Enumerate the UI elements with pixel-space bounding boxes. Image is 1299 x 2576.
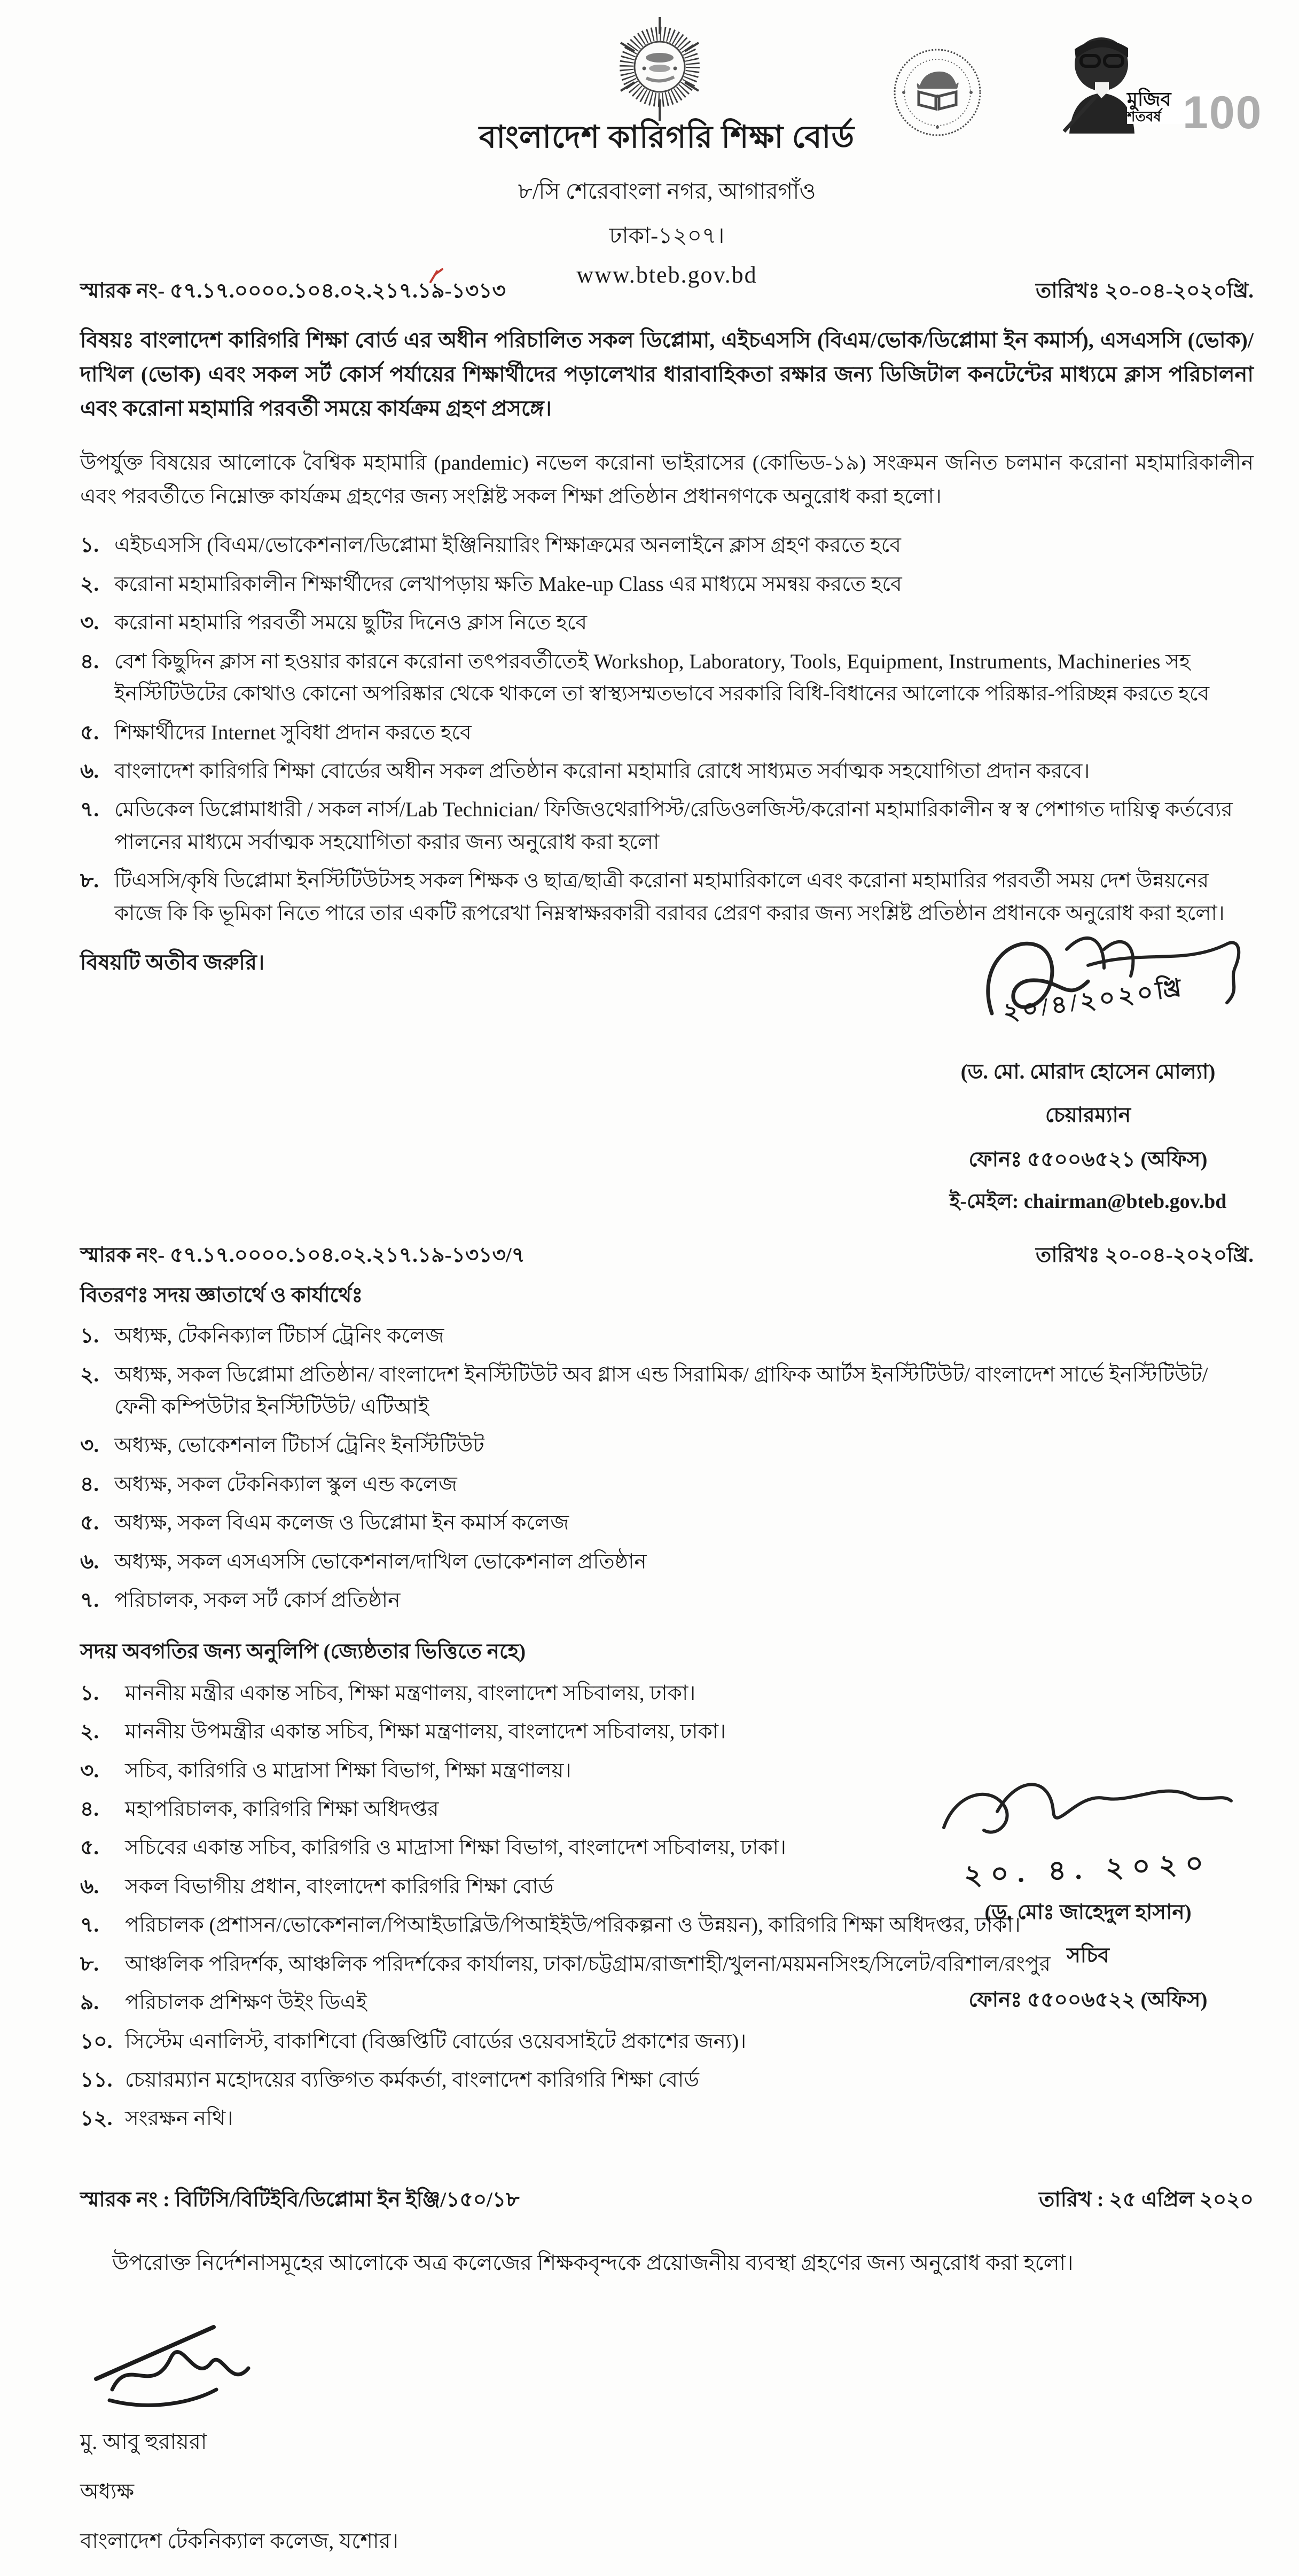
cc-number: ৭. — [80, 1914, 99, 1937]
memo-line-1 — [80, 275, 1254, 309]
distribution-item — [80, 1359, 1254, 1424]
chairman-signature-block — [922, 917, 1254, 1220]
forward-note: উপরোক্ত নির্দেশনাসমূহের আলোকে অত্র কলেজের শিক্ষকবৃন্দকে প্রয়োজনীয় ব্যবস্থা গ্রহণের জন্য অনুরোধ করা হলো। — [112, 2250, 1074, 2275]
distribution-item — [80, 1320, 1254, 1352]
principal-title: অধ্যক্ষ — [80, 2479, 135, 2503]
secretary-title: সচিব — [1067, 1943, 1109, 1967]
subject-paragraph: বিষয়ঃ বাংলাদেশ কারিগরি শিক্ষা বোর্ড এর অধীন পরিচালিত সকল ডিপ্লোমা, এইচএসসি (বিএম/ভোক/ডিপ্লোমা ইন কমার্স), এসএসসি (ভোক)/দাখিল (ভোক) এবং সকল সর্ট কোর্স পর্যায়ের শিক্ষার্থীদের পড়ালেখার ধারাবাহিকতা রক্ষার জন্য ডিজিটাল কনটেন্টের মাধ্যমে ক্লাস পরিচালনা এবং করোনা মহামারি পরবর্তী সময়ে কার্যক্রম গ্রহণ প্রসঙ্গে। — [80, 328, 1254, 420]
cc-item — [80, 1716, 1254, 1748]
mujib-portrait-icon — [1048, 27, 1155, 144]
memo-date-1: তারিখঃ ২০-০৪-২০২০খ্রি. — [1035, 279, 1254, 302]
distribution-number: ৩. — [80, 1434, 99, 1457]
directive-text: মেডিকেল ডিপ্লোমাধারী / সকল নার্স/Lab Technician/ ফিজিওথেরাপিস্ট/রেডিওলজিস্ট/করোনা মহামারিকালীন স্ব স্ব পেশাগত দায়িত্ব কর্তব্যের পালনের মাধ্যমে সর্বাত্মক সহযোগিতা করার জন্য অনুরোধ করা হলো — [114, 798, 1233, 854]
cc-text: সকল বিভাগীয় প্রধান, বাংলাদেশ কারিগরি শিক্ষা বোর্ড — [125, 1875, 554, 1898]
distribution-item — [80, 1584, 1254, 1617]
chairman-email: ই-মেইল: chairman@bteb.gov.bd — [949, 1190, 1227, 1213]
memo-date-2: তারিখঃ ২০-০৪-২০২০খ্রি. — [1035, 1244, 1254, 1267]
cc-number: ৯. — [80, 1991, 99, 2015]
principal-signature-block — [80, 2301, 1254, 2560]
directive-text: শিক্ষার্থীদের Internet সুবিধা প্রদান করতে হবে — [114, 721, 472, 744]
directive-number: ১. — [80, 534, 99, 557]
cc-number: ৪. — [80, 1797, 99, 1821]
intro-paragraph: উপর্যুক্ত বিষয়ের আলোকে বৈশ্বিক মহামারি (pandemic) নভেল করোনা ভাইরাসের (কোভিড-১৯) সংক্রমন জনিত চলমান করোনা মহামারিকালীন এবং পরবর্তীতে নিম্নোক্ত কার্যক্রম গ্রহণের জন্য সংশ্লিষ্ট সকল শিক্ষা প্রতিষ্ঠান প্রধানগণকে অনুরোধ করা হলো। — [80, 451, 1254, 509]
distribution-text: অধ্যক্ষ, ভোকেশনাল টিচার্স ট্রেনিং ইনস্টিটিউট — [114, 1434, 484, 1457]
directive-number: ৭. — [80, 798, 99, 822]
cc-text: আঞ্চলিক পরিদর্শক, আঞ্চলিক পরিদর্শকের কার্যালয়, ঢাকা/চট্টগ্রাম/রাজশাহী/খুলনা/ময়মনসিংহ/সিলেট/বরিশাল/রংপুর — [125, 1952, 1051, 1976]
directive-number: ৮. — [80, 869, 99, 893]
cc-section — [80, 1635, 1254, 2135]
directive-item — [80, 607, 1254, 639]
cc-number: ৩. — [80, 1759, 99, 1782]
memo-date-3: তারিখ : ২৫ এপ্রিল ২০২০ — [1039, 2188, 1254, 2211]
distribution-number: ৭. — [80, 1589, 99, 1612]
chairman-phone: ফোনঃ ৫৫০০৬৫২১ (অফিস) — [968, 1148, 1208, 1172]
letterhead — [80, 16, 1263, 288]
cc-text: সংরক্ষন নথি। — [125, 2107, 233, 2130]
cc-number: ১০. — [80, 2029, 113, 2053]
directive-text: বেশ কিছুদিন ক্লাস না হওয়ার কারনে করোনা তৎপরবর্তীতেই Workshop, Laboratory, Tools, Equipment, Instruments, Machineries সহ ইনস্টিটিউটের কোথাও কোনো অপরিষ্কার থেকে থাকলে তা স্বাস্থ্যসম্মতভাবে সরকারি বিধি-বিধানের আলোকে পরিষ্কার-পরিচ্ছন্ন করতে হবে — [114, 650, 1210, 706]
cc-text: সচিব, কারিগরি ও মাদ্রাসা শিক্ষা বিভাগ, শিক্ষা মন্ত্রণালয়। — [125, 1759, 572, 1782]
memo-number-2: স্মারক নং- ৫৭.১৭.০০০০.১০৪.০২.২১৭.১৯-১৩১৩/৭ — [80, 1244, 526, 1267]
distribution-item — [80, 1507, 1254, 1539]
shatoborsho-word: শতবর্ষ — [1127, 109, 1161, 124]
distribution-number: ৪. — [80, 1472, 99, 1496]
directive-number: ৪. — [80, 650, 99, 673]
cc-number: ৫. — [80, 1836, 99, 1860]
cc-text: মহাপরিচালক, কারিগরি শিক্ষা অধিদপ্তর — [125, 1797, 439, 1821]
mujib-100-logo — [1048, 27, 1263, 155]
org-website: www.bteb.gov.bd — [576, 262, 757, 288]
directive-item — [80, 794, 1254, 858]
red-check-mark — [426, 266, 448, 293]
principal-signature — [91, 2317, 342, 2408]
chairman-handwritten-date: ২০/৪/২০২০খ্রি — [1001, 973, 1186, 1026]
distribution-item — [80, 1546, 1254, 1578]
secretary-phone: ফোনঃ ৫৫০০৬৫২২ (অফিস) — [968, 1988, 1208, 2011]
memo-line-3 — [80, 2183, 1254, 2218]
secretary-signature — [938, 1763, 1238, 1854]
directive-item — [80, 529, 1254, 561]
chairman-title: চেয়ারম্যান — [1045, 1104, 1131, 1127]
distribution-text: অধ্যক্ষ, টেকনিক্যাল টিচার্স ট্রেনিং কলেজ — [114, 1324, 444, 1348]
cc-heading: সদয় অবগতির জন্য অনুলিপি (জ্যেষ্ঠতার ভিত্তিতে নহে) — [80, 1640, 526, 1663]
cc-text: পরিচালক প্রশিক্ষণ উইং ডিএই — [125, 1991, 367, 2015]
distribution-number: ৬. — [80, 1550, 99, 1573]
org-name: বাংলাদেশ কারিগরি শিক্ষা বোর্ড — [479, 120, 855, 154]
directive-item — [80, 646, 1254, 711]
cc-number: ১. — [80, 1681, 99, 1705]
directive-number: ৩. — [80, 611, 99, 635]
directive-text: করোনা মহামারি পরবর্তী সময়ে ছুটির দিনেও ক্লাস নিতে হবে — [114, 611, 588, 635]
secretary-signature-block — [917, 1763, 1259, 2018]
chairman-name: (ড. মো. মোরাদ হোসেন মোল্যা) — [960, 1060, 1216, 1084]
directives-list — [80, 529, 1254, 930]
cc-text: সচিবের একান্ত সচিব, কারিগরি ও মাদ্রাসা শিক্ষা বিভাগ, বাংলাদেশ সচিবালয়, ঢাকা। — [125, 1836, 786, 1860]
cc-number: ৮. — [80, 1952, 99, 1976]
memo-number-1-text: স্মারক নং- ৫৭.১৭.০০০০.১০৪.০২.২১৭.১৯-১৩১৩ — [80, 279, 506, 302]
directive-item — [80, 717, 1254, 749]
distribution-list — [80, 1320, 1254, 1617]
mujib-100-number: 100 — [1183, 87, 1263, 138]
distribution-number: ৫. — [80, 1511, 99, 1535]
cc-text: পরিচালক (প্রশাসন/ভোকেশনাল/পিআইডাব্লিউ/পিআইইউ/পরিকল্পনা ও উন্নয়ন), কারিগরি শিক্ষা অধিদপ্তর, ঢাকা। — [125, 1914, 1021, 1937]
cc-item — [80, 2103, 1254, 2135]
principal-name: মু. আবু হুরায়রা — [80, 2429, 207, 2454]
urgent-note: বিষয়টি অতীব জরুরি। — [80, 950, 265, 975]
directive-number: ৬. — [80, 759, 99, 783]
memo-number-3: স্মারক নং : বিটিসি/বিটিইবি/ডিপ্লোমা ইন ইঞ্জি/১৫০/১৮ — [80, 2188, 520, 2211]
cc-item — [80, 2026, 1254, 2058]
cc-text: মাননীয় উপমন্ত্রীর একান্ত সচিব, শিক্ষা মন্ত্রণালয়, বাংলাদেশ সচিবালয়, ঢাকা। — [125, 1720, 726, 1744]
cc-text: সিস্টেম এনালিস্ট, বাকাশিবো (বিজ্ঞপ্তিটি বোর্ডের ওয়েবসাইটে প্রকাশের জন্য)। — [125, 2029, 747, 2053]
directive-item — [80, 755, 1254, 787]
cc-item — [80, 2064, 1254, 2096]
secretary-handwritten-date: ২০. ৪. ২০২০ — [963, 1847, 1213, 1891]
cc-number: ২. — [80, 1720, 99, 1744]
bteb-emblem-icon — [614, 16, 705, 126]
directive-number: ৫. — [80, 721, 99, 744]
distribution-heading: বিতরণঃ সদয় জ্ঞাতার্থে ও কার্যার্থেঃ — [80, 1284, 363, 1307]
directive-text: বাংলাদেশ কারিগরি শিক্ষা বোর্ডের অধীন সকল প্রতিষ্ঠান করোনা মহামারি রোধে সাধ্যমত সর্বাত্মক সহযোগিতা প্রদান করবে। — [114, 759, 1090, 783]
distribution-text: পরিচালক, সকল সর্ট কোর্স প্রতিষ্ঠান — [114, 1589, 401, 1612]
principal-institute: বাংলাদেশ টেকনিক্যাল কলেজ, যশোর। — [80, 2528, 398, 2553]
distribution-text: অধ্যক্ষ, সকল বিএম কলেজ ও ডিপ্লোমা ইন কমার্স কলেজ — [114, 1511, 569, 1535]
mujib-word: মুজিব — [1127, 89, 1171, 110]
cc-item — [80, 1677, 1254, 1709]
directive-text: করোনা মহামারিকালীন শিক্ষার্থীদের লেখাপড়ায় ক্ষতি Make-up Class এর মাধ্যমে সমন্বয় করতে হবে — [114, 572, 902, 596]
directive-number: ২. — [80, 572, 99, 596]
cc-text: চেয়ারম্যান মহোদয়ের ব্যক্তিগত কর্মকর্তা, বাংলাদেশ কারিগরি শিক্ষা বোর্ড — [125, 2068, 700, 2092]
cc-number: ১১. — [80, 2068, 113, 2092]
org-address: ৮/সি শেরেবাংলা নগর, আগারগাঁও — [518, 179, 816, 204]
distribution-text: অধ্যক্ষ, সকল টেকনিক্যাল স্কুল এন্ড কলেজ — [114, 1472, 457, 1496]
directive-text: টিএসসি/কৃষি ডিপ্লোমা ইনস্টিটিউটসহ সকল শিক্ষক ও ছাত্র/ছাত্রী করোনা মহামারিকালে এবং করোনা মহামারির পরবর্তী সময় দেশ উন্নয়নের কাজে কি কি ভূমিকা নিতে পারে তার একটি রূপরেখা নিম্নস্বাক্ষরকারী বরাবর প্রেরণ করার জন্য সংশ্লিষ্ট প্রতিষ্ঠান প্রধানকে অনুরোধ করা হলো। — [114, 869, 1225, 925]
board-seal-icon — [892, 47, 983, 140]
distribution-text: অধ্যক্ষ, সকল এসএসসি ভোকেশনাল/দাখিল ভোকেশনাল প্রতিষ্ঠান — [114, 1550, 647, 1573]
directive-item — [80, 568, 1254, 600]
org-city: ঢাকা-১২০৭। — [609, 224, 725, 248]
cc-text: মাননীয় মন্ত্রীর একান্ত সচিব, শিক্ষা মন্ত্রণালয়, বাংলাদেশ সচিবালয়, ঢাকা। — [125, 1681, 696, 1705]
memo-number-1 — [80, 275, 506, 309]
secretary-name: (ড. মোঃ জাহেদুল হাসান) — [984, 1900, 1192, 1924]
distribution-item — [80, 1469, 1254, 1501]
directive-text: এইচএসসি (বিএম/ভোকেশনাল/ডিপ্লোমা ইঞ্জিনিয়ারিং শিক্ষাক্রমের অনলাইনে ক্লাস গ্রহণ করতে হবে — [114, 534, 901, 557]
cc-number: ১২. — [80, 2107, 113, 2130]
memo-line-2 — [80, 1239, 1254, 1274]
cc-number: ৬. — [80, 1875, 99, 1898]
distribution-item — [80, 1430, 1254, 1462]
distribution-number: ২. — [80, 1363, 99, 1386]
distribution-text: অধ্যক্ষ, সকল ডিপ্লোমা প্রতিষ্ঠান/ বাংলাদেশ ইনস্টিটিউট অব গ্লাস এন্ড সিরামিক/ গ্রাফিক আর্টস ইনস্টিটিউট/ বাংলাদেশ সার্ভে ইনস্টিটিউট/ ফেনী কম্পিউটার ইনস্টিটিউট/ এটিআই — [114, 1363, 1208, 1419]
distribution-number: ১. — [80, 1324, 99, 1348]
